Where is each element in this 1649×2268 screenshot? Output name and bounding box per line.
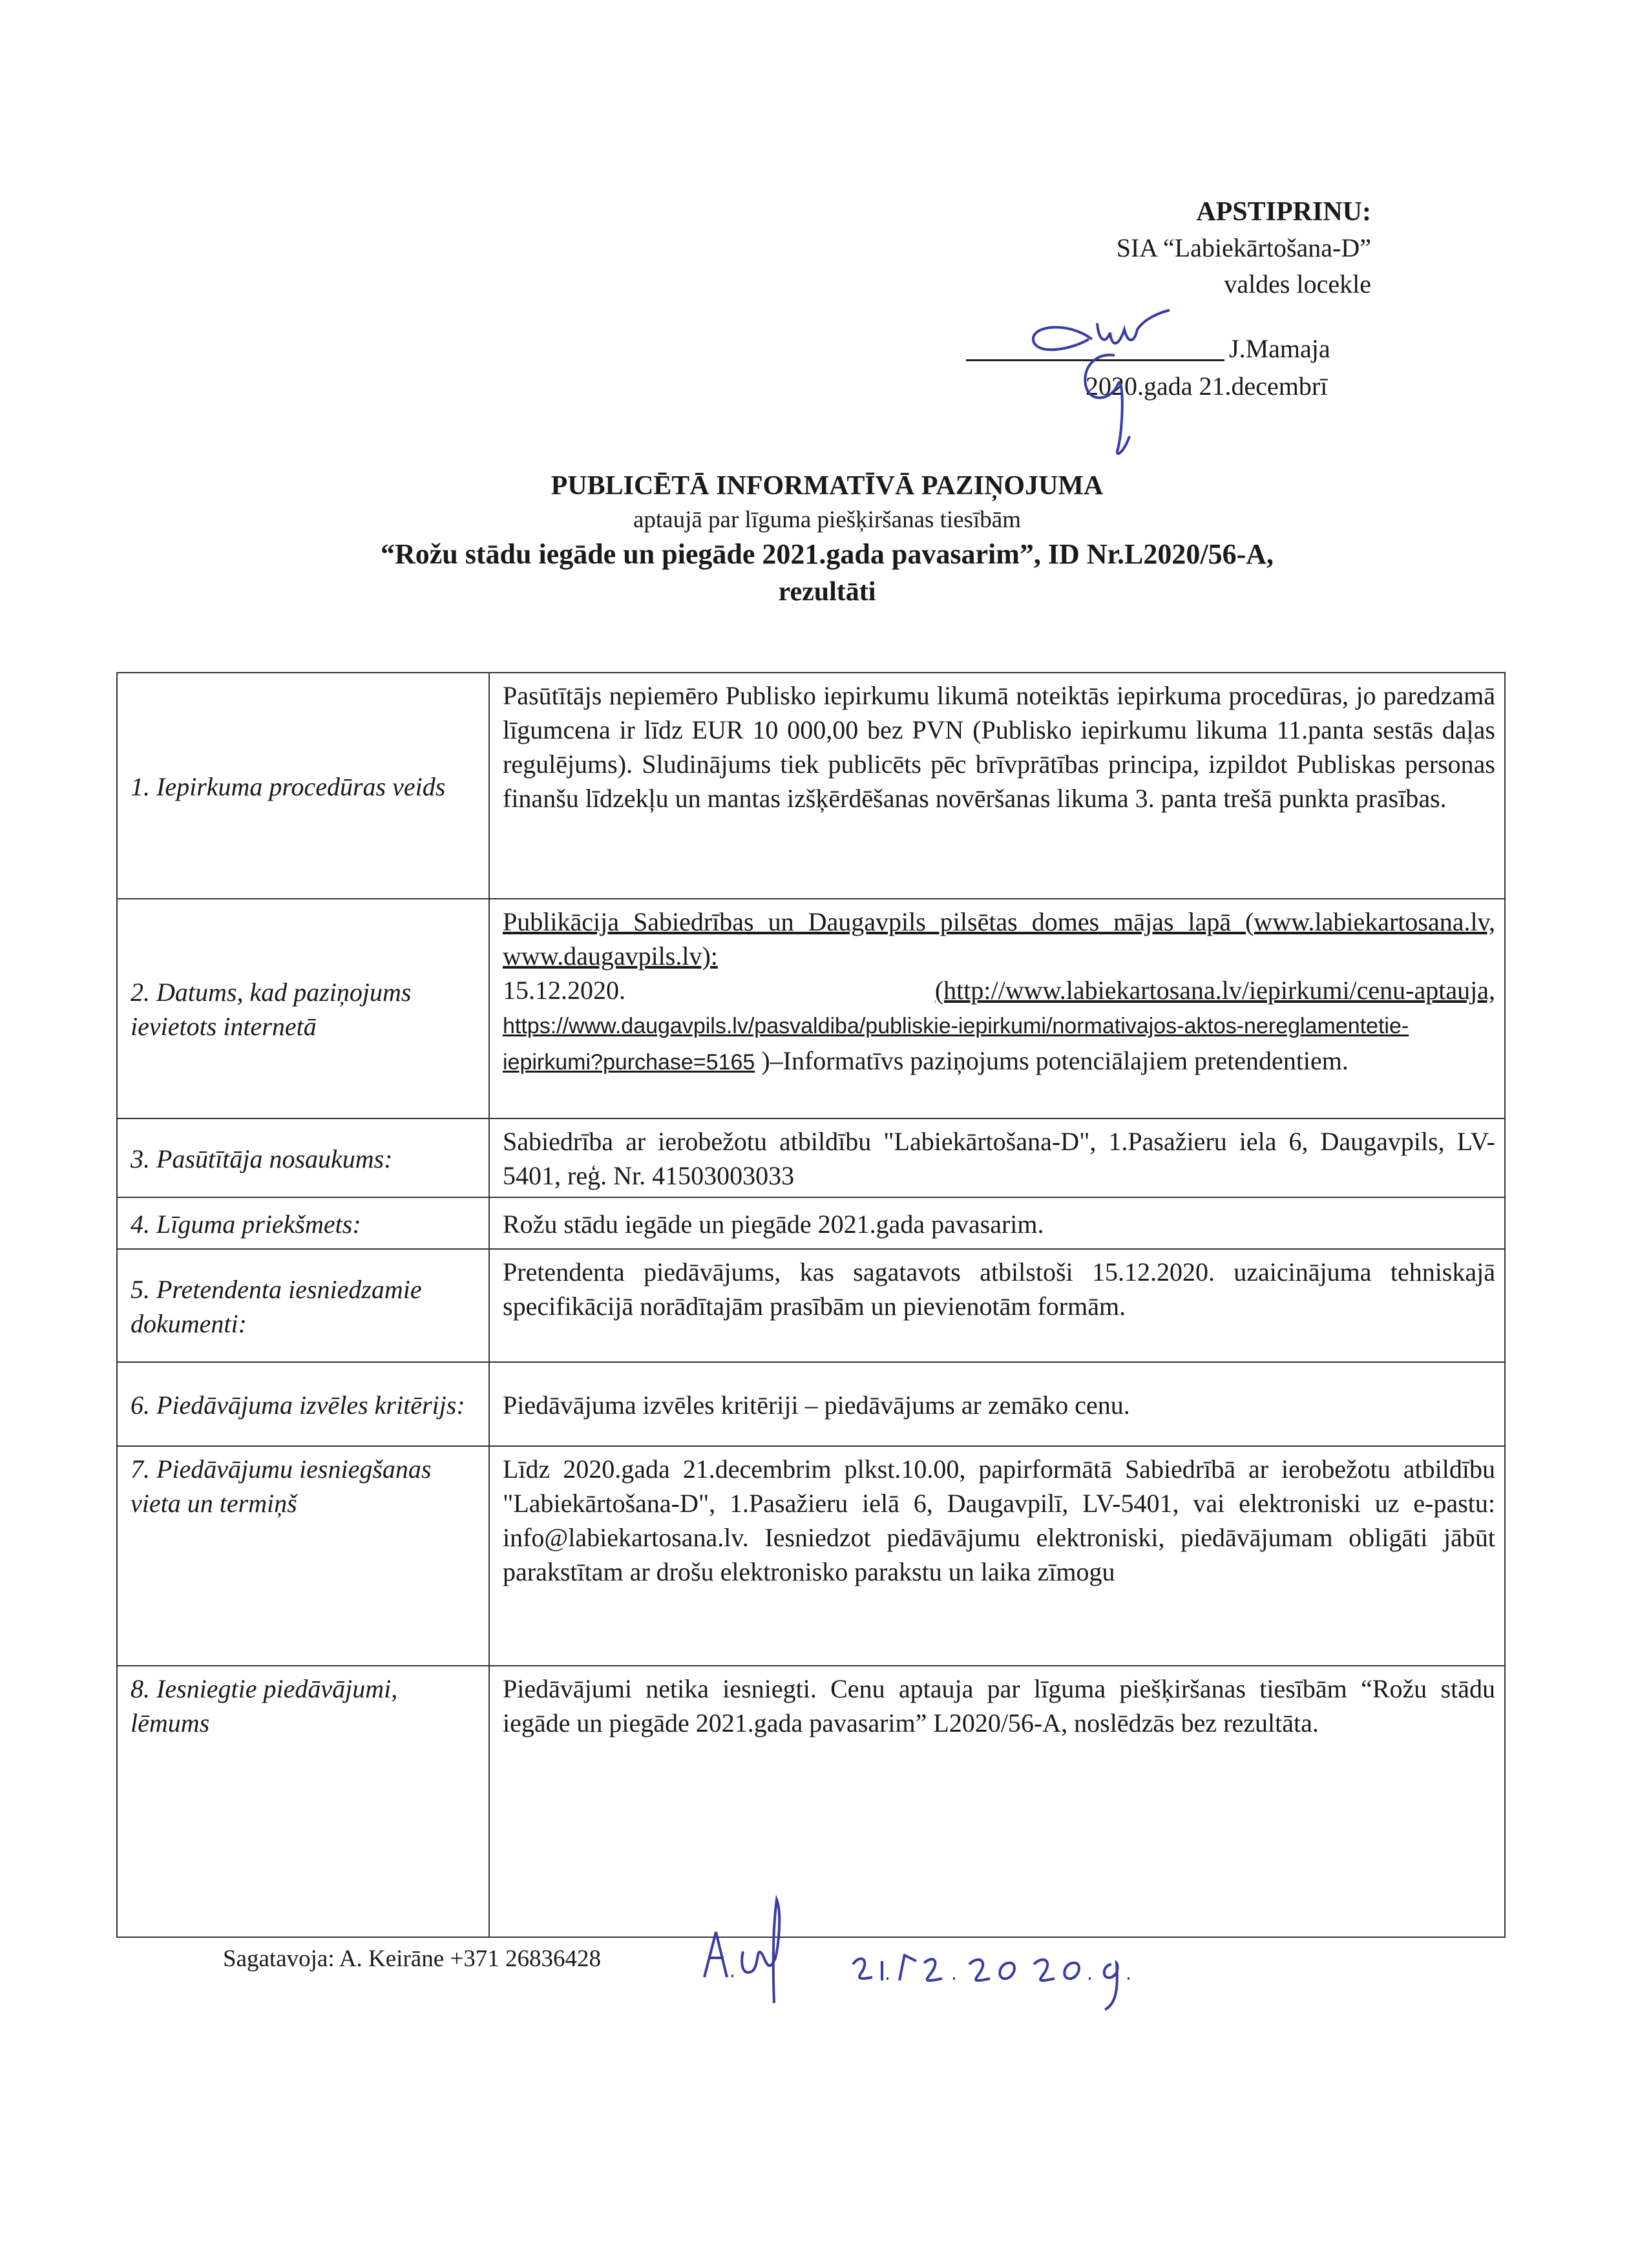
approval-title: APSTIPRINU:: [1196, 197, 1371, 227]
approver-signature: [1021, 294, 1228, 462]
row-label: 3. Pasūtītāja nosaukums:: [117, 1118, 489, 1197]
publication-outro: )–Informatīvs paziņojums potenciālajiem pretendentiem.: [761, 1046, 1349, 1075]
row-label: 2. Datums, kad paziņojums ievietots internetā: [117, 899, 489, 1118]
approval-signer: J.Mamaja: [1229, 334, 1330, 363]
results-table: [116, 672, 1506, 1938]
publication-link-1[interactable]: (http://www.labiekartosana.lv/iepirkumi/cenu-aptauja,: [934, 976, 1495, 1005]
row-label: 6. Piedāvājuma izvēles kritērijs:: [117, 1362, 489, 1446]
heading-line-2: aptaujā par līguma piešķiršanas tiesībām: [633, 507, 1022, 533]
row-value: Rožu stādu iegāde un piegāde 2021.gada pavasarim.: [489, 1197, 1505, 1249]
row-label: 8. Iesniegtie piedāvājumi, lēmums: [117, 1666, 489, 1937]
prepared-by: Sagatavoja: A. Keirāne +371 26836428: [223, 1946, 601, 1972]
approval-date: 2020.gada 21.decembrī: [1086, 372, 1328, 401]
heading-line-4: rezultāti: [778, 577, 876, 607]
heading-line-3: “Rožu stādu iegāde un piegāde 2021.gada pavasarim”, ID Nr.L2020/56-A,: [380, 538, 1274, 570]
row-value: Pretendenta piedāvājums, kas sagatavots atbilstoši 15.12.2020. uzaicinājuma tehniskajā specifikācijā norādītajām prasībām un pievienotām formām.: [489, 1249, 1505, 1362]
approval-company: SIA “Labiekārtošana-D”: [1116, 233, 1371, 262]
table-row: [117, 673, 1505, 899]
row-value: Piedāvājumi netika iesniegti. Cenu aptauja par līguma piešķiršanas tiesībām “Rožu stādu iegāde un piegāde 2021.gada pavasarim” L2020/56-A, noslēdzās bez rezultāta.: [489, 1666, 1505, 1937]
row-value: Pasūtītājs nepiemēro Publisko iepirkumu likumā noteiktās iepirkuma procedūras, jo paredzamā līgumcena ir līdz EUR 10 000,00 bez PVN (Publisko iepirkumu likuma 11.panta sestās daļas regulējums). Sludinājums tiek publicēts pēc brīvprātības principa, izpildot Publiskas personas finanšu līdzekļu un mantas izšķērdēšanas novēršanas likuma 3. panta trešā punkta prasības.: [489, 673, 1505, 899]
table-row: [117, 1249, 1505, 1362]
table-row: [117, 1197, 1505, 1249]
row-label: 4. Līguma priekšmets:: [117, 1197, 489, 1249]
approval-block: [919, 194, 1371, 302]
row-label: 7. Piedāvājumu iesniegšanas vieta un termiņš: [117, 1446, 489, 1666]
table-row: [117, 1362, 1505, 1446]
row-value: Līdz 2020.gada 21.decembrim plkst.10.00, papirformātā Sabiedrībā ar ierobežotu atbildību "Labiekārtošana-D", 1.Pasažieru ielā 6, Daugavpilī, LV-5401, vai elektroniski uz e-pastu: info@labiekartosana.lv. Iesniedzot piedāvājumu elektroniski, piedāvājumam obligāti jābūt parakstītam ar drošu elektronisko parakstu un laika zīmogu: [489, 1446, 1505, 1666]
publication-date: 15.12.2020.: [503, 976, 625, 1005]
row-value: Piedāvājuma izvēles kritēriji – piedāvājums ar zemāko cenu.: [489, 1362, 1505, 1446]
publication-intro: Publikācija Sabiedrības un Daugavpils pilsētas domes mājas lapā (www.labiekartosana.lv, www.daugavpils.lv):: [503, 907, 1495, 971]
heading-line-1: PUBLICĒTĀ INFORMATĪVĀ PAZIŅOJUMA: [551, 471, 1104, 501]
handwritten-signature-and-date: [698, 1893, 1150, 2022]
row-label: 1. Iepirkuma procedūras veids: [117, 673, 489, 899]
publication-link-2[interactable]: https://www.daugavpils.lv/pasvaldiba/publiskie-iepirkumi/normativajos-aktos-nereglamentetie-iepirkumi?purchase=5165: [503, 1014, 1409, 1075]
row-value: Sabiedrība ar ierobežotu atbildību "Labiekārtošana-D", 1.Pasažieru iela 6, Daugavpils, LV-5401, reģ. Nr. 41503003033: [489, 1118, 1505, 1197]
approval-role: valdes locekle: [1224, 269, 1371, 299]
row-label: 5. Pretendenta iesniedzamie dokumenti:: [117, 1249, 489, 1362]
document-heading: [194, 467, 1460, 610]
row-value: [489, 899, 1505, 1118]
table-row: [117, 899, 1505, 1118]
table-row: [117, 1446, 1505, 1666]
table-row: [117, 1118, 1505, 1197]
